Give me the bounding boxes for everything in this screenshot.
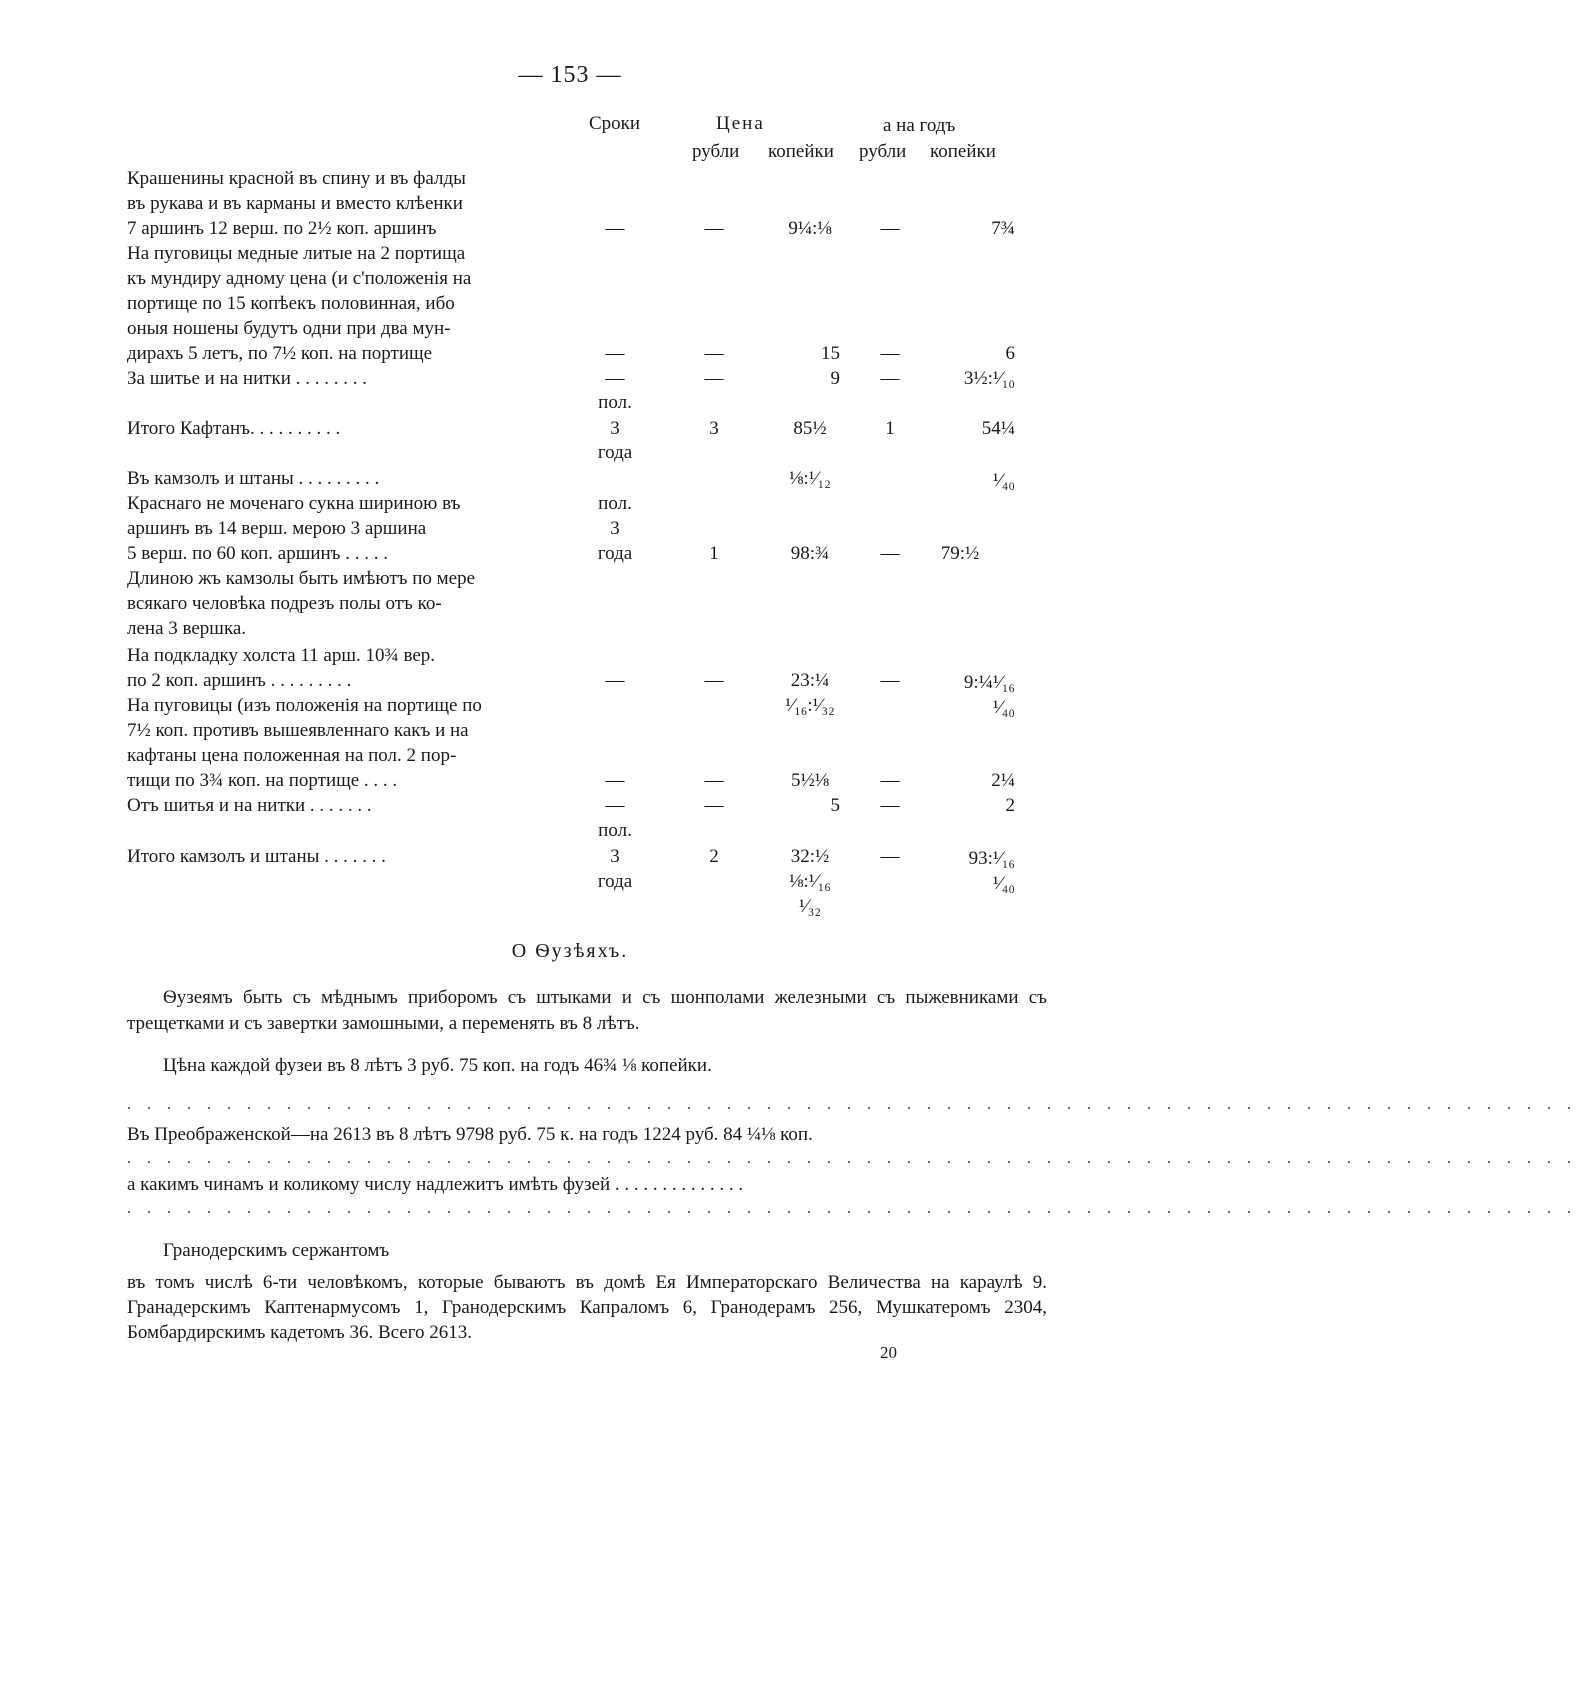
text-line: 7½ коп. противъ вышеявленнаго какъ и на <box>127 720 469 741</box>
text-line: 7 аршинъ 12 верш. по 2½ коп. аршинъ <box>127 218 437 239</box>
cell-rub: — <box>704 368 724 389</box>
sheet-number: 20 <box>880 1343 897 1362</box>
cell-year-kop: 79:½ <box>940 543 980 564</box>
total-srok-top: пол. <box>598 392 632 413</box>
cell-kop: ⅛:¹⁄₁₂ <box>789 468 831 489</box>
cell-kop: 5 <box>830 795 840 816</box>
cell-kop: 9¼:⅛ <box>788 218 832 239</box>
header-sroki: Сроки <box>589 113 641 134</box>
total-year-rub: 1 <box>885 418 895 439</box>
cell-kop-top: ¹⁄₁₆:¹⁄₃₂ <box>785 695 835 716</box>
text-line: въ рукава и въ карманы и вместо клѣенки <box>127 193 463 214</box>
total-label: Итого Кафтанъ. . . . . . . . . . <box>127 418 341 439</box>
text-line: аршинъ въ 14 верш. мерою 3 аршина <box>127 518 427 539</box>
text-line: дирахъ 5 летъ, по 7½ коп. на портище <box>127 343 433 364</box>
cell-year-rub: — <box>880 343 900 364</box>
cell-kop: 15 <box>821 343 840 364</box>
header-rubli: рубли <box>692 141 740 162</box>
cell-rub: — <box>704 218 724 239</box>
paragraph-price: Цѣна каждой фузеи въ 8 лѣтъ 3 руб. 75 коп. на годъ 46¾ ⅛ копейки. <box>163 1055 712 1076</box>
total-srok: 3 <box>610 846 620 867</box>
cell-year-kop-top: ¹⁄₄₀ <box>992 697 1015 718</box>
dotted-line: . . . . . . . . . . . . . . . . . . . . . . . . . . . . . . . . . . . . . . . . . . . . . . . . . . . . . . . . . . . . . . . . . . . . . . . . . <box>127 1200 1577 1217</box>
total-kop: 85½ <box>793 418 827 439</box>
text-line: На подкладку холста 11 арш. 10¾ вер. <box>127 645 436 666</box>
total-kop: 32:½ <box>790 846 830 867</box>
cell-year-kop: ¹⁄₄₀ <box>992 470 1015 491</box>
paragraph-grenadier-counts: въ томъ числѣ 6-ти человѣкомъ, которые бываютъ въ домѣ Ея Императорскаго Величества на караулѣ 9. Гранадерскимъ Каптенармусомъ 1, Гранодерскимъ Капраломъ 6, Гранодерамъ 256, Мушкатеромъ 2304, Бомбардирскимъ кадетомъ 36. Всего 2613. <box>127 1272 1047 1343</box>
text-line: На пуговицы медные литые на 2 портища <box>127 243 466 264</box>
cell-rub: — <box>704 770 724 791</box>
cell-rub: — <box>704 343 724 364</box>
cell-srok: — <box>605 770 625 791</box>
header-tsena: Цена <box>716 113 765 134</box>
cell-srok: — <box>605 795 625 816</box>
paragraph-preobrazhensky: Въ Преображенской—на 2613 въ 8 лѣтъ 9798 руб. 75 к. на годъ 1224 руб. 84 ¼⅛ коп. <box>127 1124 813 1145</box>
total-srok-bottom: года <box>597 442 633 463</box>
cell-year-rub: — <box>880 795 900 816</box>
text-line: всякаго человѣка подрезъ полы отъ ко- <box>127 593 442 614</box>
text-line: На пуговицы (изъ положенія на портище по <box>127 695 482 716</box>
text-line: кафтаны цена положенная на пол. 2 пор- <box>127 745 457 766</box>
text-line: тищи по 3¾ коп. на портище . . . . <box>127 770 398 791</box>
paragraph-fusei-ranks: а какимъ чинамъ и коликому числу надлежитъ имѣть фузей . . . . . . . . . . . . . . <box>127 1174 744 1195</box>
cell-srok: — <box>605 670 625 691</box>
total-rub: 3 <box>709 418 719 439</box>
cell-year-kop: 2¼ <box>991 770 1015 791</box>
cell-year-kop: 2 <box>1005 795 1015 816</box>
total-kop-2: ⅛:¹⁄₁₆ <box>789 871 831 892</box>
text-line: портище по 15 копѣекъ половинная, ибо <box>127 293 455 314</box>
header-rubli-year: рубли <box>859 141 907 162</box>
header-na-god: а на годъ <box>883 115 956 136</box>
cell-srok: — <box>605 368 625 389</box>
header-kopeiki: копейки <box>768 141 834 162</box>
text-line: къ мундиру адному цена (и с'положенія на <box>127 268 472 289</box>
page-number: — 153 — <box>518 62 622 88</box>
cell-year-rub: — <box>880 368 900 389</box>
cell-year-kop: 3½:¹⁄₁₀ <box>963 368 1015 389</box>
text-line: лена 3 вершка. <box>127 618 247 639</box>
cell-srok: — <box>605 343 625 364</box>
total-year-kop: 93:¹⁄₁₆ <box>968 848 1015 869</box>
grenadier-sergeants-heading: Гранодерскимъ сержантомъ <box>163 1240 390 1261</box>
text-line: 5 верш. по 60 коп. аршинъ . . . . . <box>127 543 388 564</box>
total-kop-3: ¹⁄₃₂ <box>798 896 822 917</box>
paragraph-fusei: Ѳузеямъ быть съ мѣднымъ приборомъ съ штыками и съ шонполами железными съ пыжевниками съ трещетками и съ завертки замошными, а переменять въ 8 лѣтъ. <box>127 987 1047 1034</box>
cell-kop: 23:¼ <box>790 670 830 691</box>
cell-year-rub: — <box>880 770 900 791</box>
text-line: по 2 коп. аршинъ . . . . . . . . . <box>127 670 352 691</box>
cell-srok: года <box>597 543 633 564</box>
cell-kop: 98:¾ <box>790 543 830 564</box>
total-year-kop-2: ¹⁄₄₀ <box>992 873 1015 894</box>
text-line: Краснаго не моченаго сукна шириною въ <box>127 493 461 514</box>
cell-srok-mid: 3 <box>610 518 620 539</box>
cell-srok-top: пол. <box>598 493 632 514</box>
text-line: Крашенины красной въ спину и въ фалды <box>127 168 466 189</box>
cell-year-kop: 9:¼¹⁄₁₆ <box>963 672 1015 693</box>
cell-year-rub: — <box>880 670 900 691</box>
total-srok-top: пол. <box>598 820 632 841</box>
total-year-rub: — <box>880 846 900 867</box>
text-line: За шитье и на нитки . . . . . . . . <box>127 368 367 389</box>
total-year-kop: 54¼ <box>981 418 1015 439</box>
total-srok-bottom: года <box>597 871 633 892</box>
cell-kop: 9 <box>830 368 840 389</box>
dotted-line: . . . . . . . . . . . . . . . . . . . . . . . . . . . . . . . . . . . . . . . . . . . . . . . . . . . . . . . . . . . . . . . . . . . . . . . . . <box>127 1150 1577 1167</box>
dotted-line: . . . . . . . . . . . . . . . . . . . . . . . . . . . . . . . . . . . . . . . . . . . . . . . . . . . . . . . . . . . . . . . . . . . . . . . . . <box>127 1096 1577 1113</box>
total-label: Итого камзолъ и штаны . . . . . . . <box>127 846 386 867</box>
cell-rub: 1 <box>709 543 719 564</box>
cell-year-rub: — <box>880 543 900 564</box>
text-line: Отъ шитья и на нитки . . . . . . . <box>127 795 372 816</box>
section-title: О Ѳузѣяхъ. <box>511 940 629 962</box>
text-line: оныя ношены будутъ одни при два мун- <box>127 318 451 339</box>
total-srok: 3 <box>610 418 620 439</box>
header-kopeiki-year: копейки <box>930 141 996 162</box>
cell-kop: 5½⅛ <box>791 770 829 791</box>
total-rub: 2 <box>709 846 719 867</box>
cell-rub: — <box>704 795 724 816</box>
cell-srok: — <box>605 218 625 239</box>
cell-year-kop: 7¾ <box>991 218 1015 239</box>
text-line: Въ камзолъ и штаны . . . . . . . . . <box>127 468 380 489</box>
text-line: Длиною жъ камзолы быть имѣютъ по мере <box>127 568 476 589</box>
cell-rub: — <box>704 670 724 691</box>
cell-year-kop: 6 <box>1005 343 1015 364</box>
cell-year-rub: — <box>880 218 900 239</box>
